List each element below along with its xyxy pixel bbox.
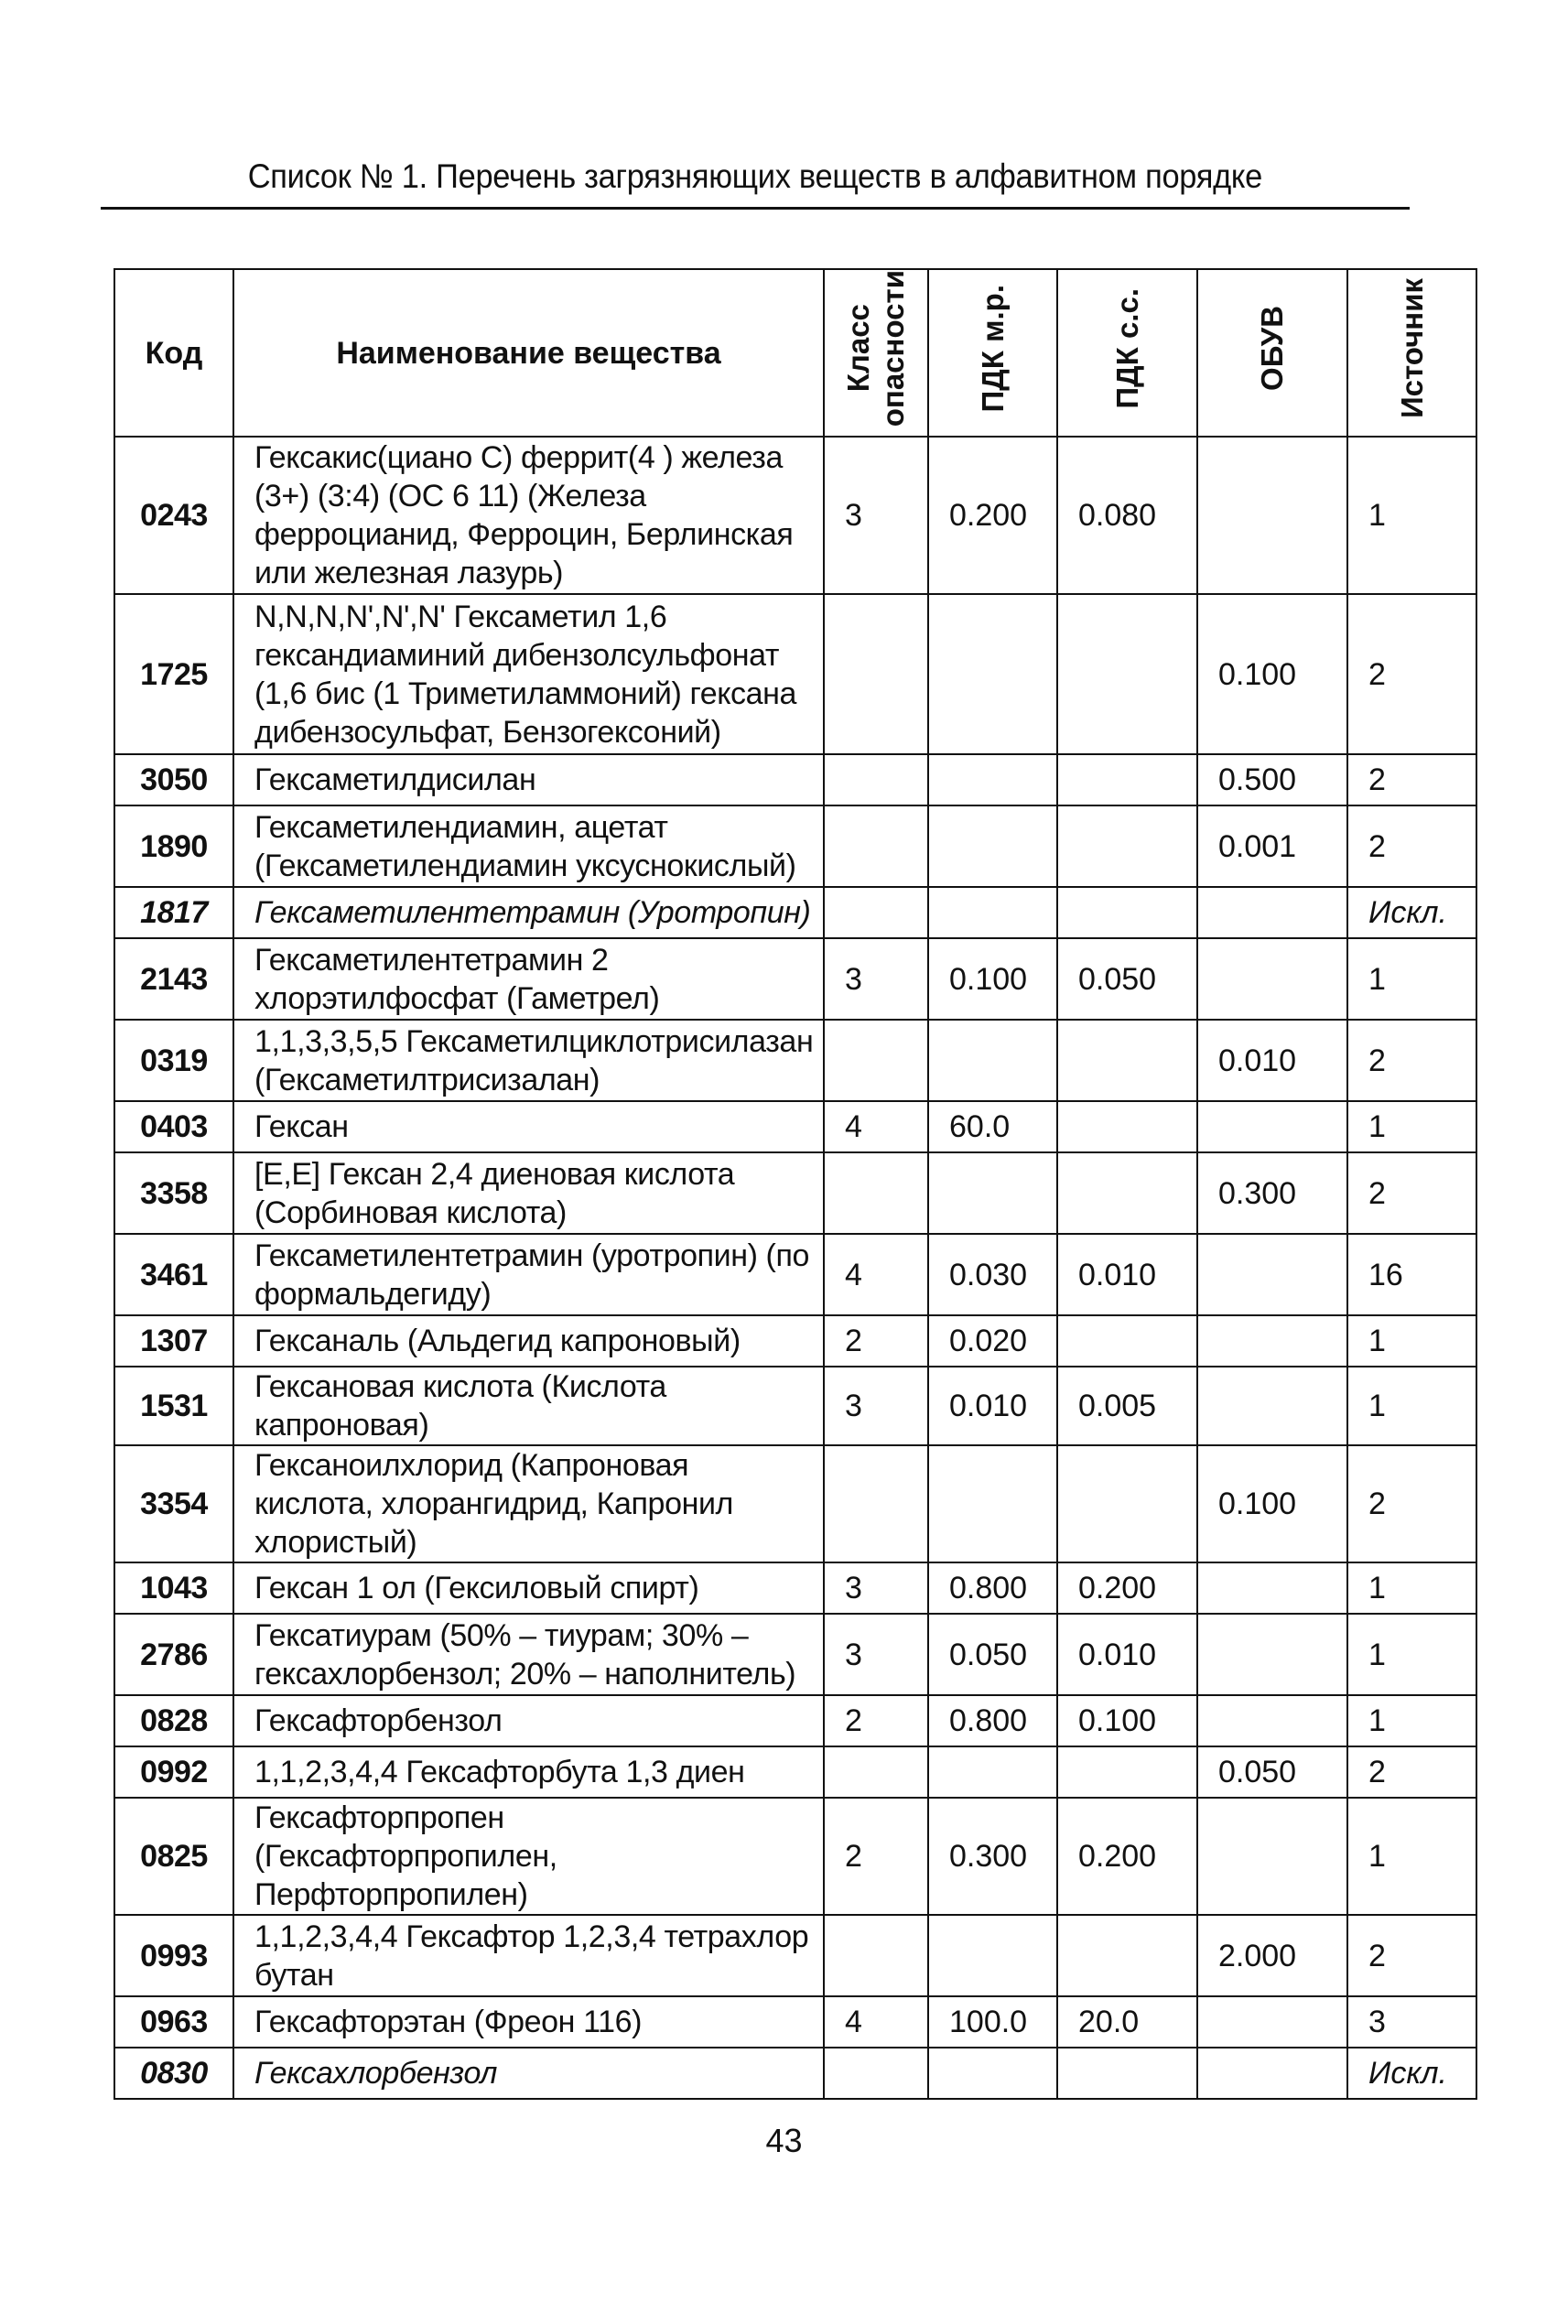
substances-table: [114, 268, 1477, 2100]
cell-hazard-class: [824, 2048, 928, 2099]
cell-source: 16: [1347, 1234, 1476, 1315]
cell-name: Гексаметилентетрамин 2 хлорэтилфосфат (Гаметрел): [233, 938, 824, 1020]
column-header-pdk-mr-label: ПДК м.р.: [975, 284, 1010, 413]
table-row: [114, 1101, 1476, 1152]
cell-code: 0830: [114, 2048, 233, 2099]
cell-source: Искл.: [1347, 887, 1476, 938]
table-row: [114, 1152, 1476, 1234]
cell-pdk-mr: 100.0: [928, 1996, 1057, 2048]
cell-pdk-mr: [928, 1152, 1057, 1234]
cell-obuv: [1197, 437, 1347, 594]
cell-name: Гексакис(циано С) феррит(4 ) железа (3+) (3:4) (ОС 6 11) (Железа ферроцианид, Ферроцин, Берлинская или железная лазурь): [233, 437, 824, 594]
cell-pdk-mr: [928, 754, 1057, 805]
cell-pdk-mr: [928, 887, 1057, 938]
cell-source: 1: [1347, 1562, 1476, 1614]
cell-name: Гексаметилдисилан: [233, 754, 824, 805]
cell-hazard-class: [824, 1915, 928, 1996]
cell-code: 1531: [114, 1367, 233, 1445]
cell-pdk-mr: [928, 1445, 1057, 1562]
cell-code: 2143: [114, 938, 233, 1020]
cell-hazard-class: [824, 805, 928, 887]
cell-pdk-ss: [1057, 1915, 1197, 1996]
cell-name: N,N,N,N',N',N' Гексаметил 1,6 гександиаминий дибензолсульфонат (1,6 бис (1 Триметиламмоний) гексана дибензосульфат, Бензогексоний): [233, 594, 824, 754]
cell-code: 2786: [114, 1614, 233, 1695]
table-body: [114, 437, 1476, 2099]
cell-code: 3461: [114, 1234, 233, 1315]
cell-pdk-ss: [1057, 1746, 1197, 1798]
column-header-obuv-label: ОБУВ: [1255, 306, 1289, 392]
table-row: [114, 2048, 1476, 2099]
cell-source: 1: [1347, 1101, 1476, 1152]
cell-obuv: 0.010: [1197, 1020, 1347, 1101]
cell-code: 0992: [114, 1746, 233, 1798]
cell-pdk-ss: [1057, 1315, 1197, 1367]
cell-pdk-ss: 0.100: [1057, 1695, 1197, 1746]
cell-pdk-ss: 0.080: [1057, 437, 1197, 594]
cell-source: 2: [1347, 1152, 1476, 1234]
cell-obuv: [1197, 1315, 1347, 1367]
cell-hazard-class: 3: [824, 437, 928, 594]
cell-hazard-class: 3: [824, 1562, 928, 1614]
cell-source: 2: [1347, 1020, 1476, 1101]
cell-source: 1: [1347, 1367, 1476, 1445]
cell-hazard-class: 3: [824, 1367, 928, 1445]
cell-name: Гексан: [233, 1101, 824, 1152]
table-row: [114, 1315, 1476, 1367]
cell-hazard-class: 2: [824, 1798, 928, 1915]
cell-source: 1: [1347, 1315, 1476, 1367]
column-header-obuv: [1197, 269, 1347, 437]
cell-pdk-mr: [928, 2048, 1057, 2099]
cell-code: 0319: [114, 1020, 233, 1101]
cell-source: 1: [1347, 1695, 1476, 1746]
cell-code: 1890: [114, 805, 233, 887]
cell-hazard-class: [824, 1020, 928, 1101]
cell-pdk-mr: 0.800: [928, 1695, 1057, 1746]
cell-name: Гексановая кислота (Кислота капроновая): [233, 1367, 824, 1445]
table-header-row: [114, 269, 1476, 437]
cell-pdk-mr: [928, 1746, 1057, 1798]
cell-pdk-ss: [1057, 805, 1197, 887]
cell-code: 1043: [114, 1562, 233, 1614]
cell-code: 1725: [114, 594, 233, 754]
page-title: Список № 1. Перечень загрязняющих веществ в алфавитном порядке: [247, 157, 1263, 195]
cell-pdk-ss: [1057, 754, 1197, 805]
table-row: [114, 1445, 1476, 1562]
cell-pdk-ss: 0.200: [1057, 1562, 1197, 1614]
column-header-pdk-ss: [1057, 269, 1197, 437]
cell-pdk-mr: [928, 805, 1057, 887]
cell-hazard-class: [824, 1445, 928, 1562]
cell-pdk-mr: 0.200: [928, 437, 1057, 594]
cell-source: Искл.: [1347, 2048, 1476, 2099]
cell-name: 1,1,3,3,5,5 Гексаметилциклотрисилазан (Гексаметилтрисизалан): [233, 1020, 824, 1101]
cell-name: Гексан 1 ол (Гексиловый спирт): [233, 1562, 824, 1614]
cell-obuv: [1197, 938, 1347, 1020]
cell-source: 2: [1347, 594, 1476, 754]
column-header-name: Наименование вещества: [233, 269, 824, 437]
cell-code: 0993: [114, 1915, 233, 1996]
cell-pdk-ss: [1057, 887, 1197, 938]
cell-obuv: [1197, 1798, 1347, 1915]
cell-pdk-ss: [1057, 1020, 1197, 1101]
page-header: [101, 156, 1410, 210]
cell-hazard-class: 4: [824, 1996, 928, 2048]
table-row: [114, 754, 1476, 805]
cell-hazard-class: 2: [824, 1315, 928, 1367]
cell-code: 3050: [114, 754, 233, 805]
cell-hazard-class: 3: [824, 1614, 928, 1695]
cell-name: Гексаноилхлорид (Капроновая кислота, хлорангидрид, Капронил хлористый): [233, 1445, 824, 1562]
cell-pdk-ss: 0.010: [1057, 1234, 1197, 1315]
cell-name: Гексахлорбензол: [233, 2048, 824, 2099]
cell-obuv: [1197, 1234, 1347, 1315]
cell-pdk-mr: 0.030: [928, 1234, 1057, 1315]
table-row: [114, 1996, 1476, 2048]
column-header-source-label: Источник: [1394, 278, 1429, 419]
table-row: [114, 1367, 1476, 1445]
cell-pdk-ss: 0.200: [1057, 1798, 1197, 1915]
cell-obuv: [1197, 1996, 1347, 2048]
cell-name: Гексафторбензол: [233, 1695, 824, 1746]
cell-pdk-mr: 0.010: [928, 1367, 1057, 1445]
cell-hazard-class: [824, 887, 928, 938]
cell-pdk-mr: 0.050: [928, 1614, 1057, 1695]
cell-obuv: 0.300: [1197, 1152, 1347, 1234]
column-header-pdk-mr: [928, 269, 1057, 437]
column-header-hazard-class-label: Класс опасности: [841, 270, 910, 427]
cell-obuv: 0.100: [1197, 1445, 1347, 1562]
column-header-hazard-class: [824, 269, 928, 437]
table-row: [114, 1562, 1476, 1614]
cell-name: Гексаметилентетрамин (уротропин) (по формальдегиду): [233, 1234, 824, 1315]
cell-obuv: 0.050: [1197, 1746, 1347, 1798]
cell-code: 3358: [114, 1152, 233, 1234]
cell-code: 0403: [114, 1101, 233, 1152]
cell-code: 0825: [114, 1798, 233, 1915]
cell-source: 2: [1347, 805, 1476, 887]
cell-obuv: [1197, 1101, 1347, 1152]
cell-code: 0963: [114, 1996, 233, 2048]
cell-name: Гексафторпропен (Гексафторпропилен, Перфторпропилен): [233, 1798, 824, 1915]
table-row: [114, 1915, 1476, 1996]
cell-pdk-ss: 0.010: [1057, 1614, 1197, 1695]
cell-pdk-mr: 0.100: [928, 938, 1057, 1020]
cell-pdk-ss: [1057, 1101, 1197, 1152]
cell-pdk-mr: [928, 594, 1057, 754]
cell-hazard-class: 4: [824, 1234, 928, 1315]
table-row: [114, 1695, 1476, 1746]
cell-code: 1307: [114, 1315, 233, 1367]
cell-name: Гексаналь (Альдегид капроновый): [233, 1315, 824, 1367]
cell-hazard-class: [824, 754, 928, 805]
cell-obuv: [1197, 1614, 1347, 1695]
cell-obuv: 2.000: [1197, 1915, 1347, 1996]
cell-name: 1,1,2,3,4,4 Гексафтор 1,2,3,4 тетрахлор бутан: [233, 1915, 824, 1996]
cell-name: Гексафторэтан (Фреон 116): [233, 1996, 824, 2048]
cell-source: 2: [1347, 1746, 1476, 1798]
cell-pdk-mr: [928, 1915, 1057, 1996]
cell-hazard-class: 3: [824, 938, 928, 1020]
cell-source: 2: [1347, 1445, 1476, 1562]
cell-obuv: [1197, 1367, 1347, 1445]
cell-code: 1817: [114, 887, 233, 938]
cell-code: 0243: [114, 437, 233, 594]
cell-source: 1: [1347, 437, 1476, 594]
table-row: [114, 938, 1476, 1020]
column-header-pdk-ss-label: ПДК с.с.: [1109, 287, 1144, 409]
cell-obuv: [1197, 1695, 1347, 1746]
cell-hazard-class: 2: [824, 1695, 928, 1746]
cell-hazard-class: [824, 594, 928, 754]
cell-name: Гексатиурам (50% – тиурам; 30% – гексахлорбензол; 20% – наполнитель): [233, 1614, 824, 1695]
cell-source: 3: [1347, 1996, 1476, 2048]
cell-obuv: 0.500: [1197, 754, 1347, 805]
cell-pdk-ss: 20.0: [1057, 1996, 1197, 2048]
cell-name: Гексаметилендиамин, ацетат (Гексаметилендиамин уксуснокислый): [233, 805, 824, 887]
column-header-code: Код: [114, 269, 233, 437]
cell-name: 1,1,2,3,4,4 Гексафторбута 1,3 диен: [233, 1746, 824, 1798]
cell-pdk-mr: 0.800: [928, 1562, 1057, 1614]
cell-pdk-ss: 0.050: [1057, 938, 1197, 1020]
table-row: [114, 594, 1476, 754]
cell-pdk-mr: [928, 1020, 1057, 1101]
cell-source: 2: [1347, 754, 1476, 805]
table-row: [114, 1020, 1476, 1101]
cell-pdk-ss: [1057, 594, 1197, 754]
cell-source: 2: [1347, 1915, 1476, 1996]
cell-name: Гексаметилентетрамин (Уротропин): [233, 887, 824, 938]
cell-hazard-class: [824, 1746, 928, 1798]
cell-code: 3354: [114, 1445, 233, 1562]
cell-source: 1: [1347, 938, 1476, 1020]
cell-obuv: [1197, 887, 1347, 938]
cell-pdk-mr: 0.020: [928, 1315, 1057, 1367]
page-number: 43: [765, 2122, 803, 2159]
table-row: [114, 1798, 1476, 1915]
cell-pdk-ss: [1057, 1152, 1197, 1234]
cell-obuv: [1197, 2048, 1347, 2099]
table-row: [114, 1746, 1476, 1798]
cell-hazard-class: 4: [824, 1101, 928, 1152]
table-row: [114, 437, 1476, 594]
column-header-source: [1347, 269, 1476, 437]
cell-pdk-mr: 60.0: [928, 1101, 1057, 1152]
table-row: [114, 887, 1476, 938]
cell-pdk-ss: [1057, 1445, 1197, 1562]
cell-name: [E,E] Гексан 2,4 диеновая кислота (Сорбиновая кислота): [233, 1152, 824, 1234]
cell-obuv: 0.100: [1197, 594, 1347, 754]
cell-pdk-ss: 0.005: [1057, 1367, 1197, 1445]
cell-obuv: [1197, 1562, 1347, 1614]
cell-source: 1: [1347, 1798, 1476, 1915]
cell-pdk-mr: 0.300: [928, 1798, 1057, 1915]
table-row: [114, 1234, 1476, 1315]
cell-obuv: 0.001: [1197, 805, 1347, 887]
cell-source: 1: [1347, 1614, 1476, 1695]
table-row: [114, 1614, 1476, 1695]
cell-hazard-class: [824, 1152, 928, 1234]
table-row: [114, 805, 1476, 887]
cell-code: 0828: [114, 1695, 233, 1746]
cell-pdk-ss: [1057, 2048, 1197, 2099]
